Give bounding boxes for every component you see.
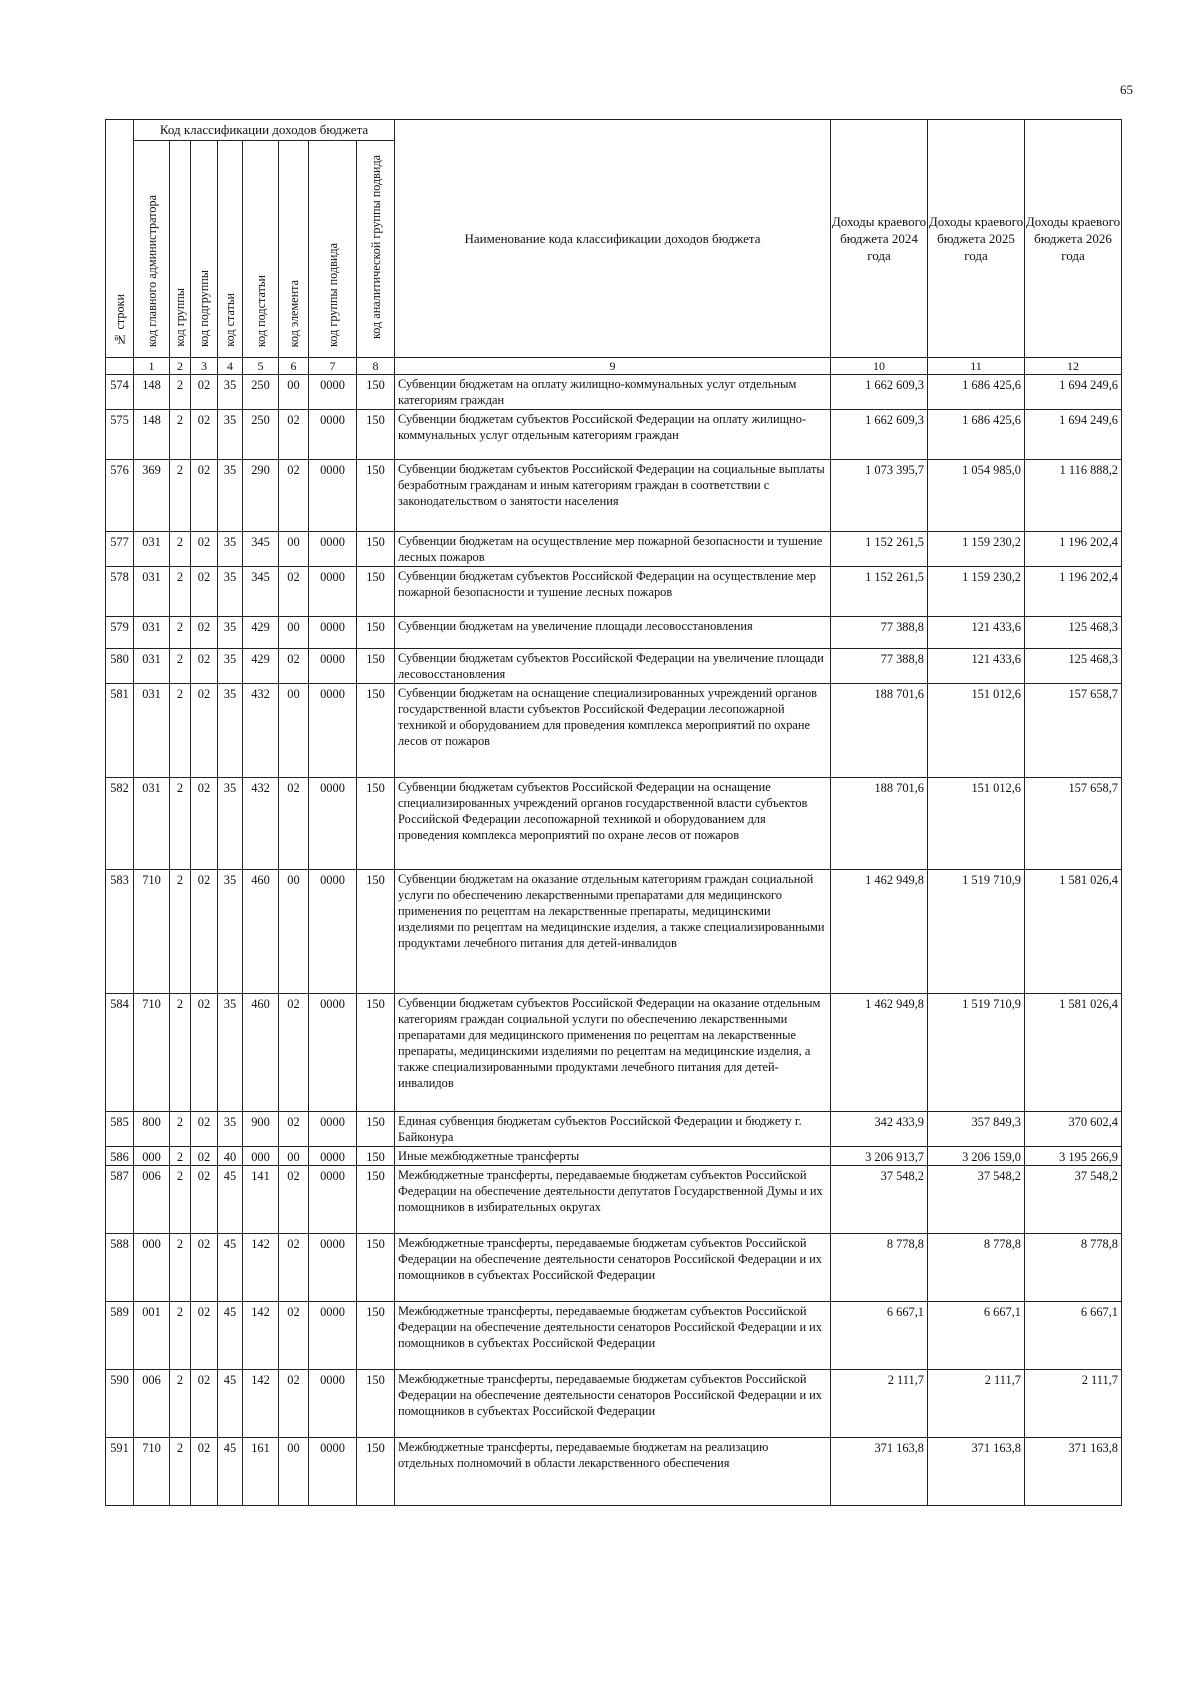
- element-code: 02: [279, 1302, 309, 1370]
- subarticle-code: 900: [243, 1112, 279, 1147]
- amount-2024: 1 152 261,5: [831, 567, 928, 617]
- subtype-code: 0000: [309, 649, 357, 684]
- analytic-code: 150: [357, 410, 395, 460]
- revenue-name: Субвенции бюджетам субъектов Российской Федерации на оснащение специализированных учреждений органов государственной власти субъектов Российской Федерации лесопожарной техникой и оборудованием для проведения комплекса мероприятий по охране лесов от пожаров: [395, 778, 831, 870]
- subgroup-code: 02: [191, 1166, 218, 1234]
- col-num: 5: [243, 358, 279, 375]
- amount-2026: 3 195 266,9: [1025, 1147, 1122, 1166]
- analytic-code: 150: [357, 567, 395, 617]
- group-code: 2: [170, 1166, 191, 1234]
- amount-2026: 1 694 249,6: [1025, 375, 1122, 410]
- revenue-name: Субвенции бюджетам субъектов Российской Федерации на оплату жилищно-коммунальных услуг отдельным категориям граждан: [395, 410, 831, 460]
- amount-2026: 8 778,8: [1025, 1234, 1122, 1302]
- revenue-name: Межбюджетные трансферты, передаваемые бюджетам субъектов Российской Федерации на обеспечение деятельности сенаторов Российской Федерации и их помощников в субъектах Российской Федерации: [395, 1370, 831, 1438]
- amount-2026: 157 658,7: [1025, 684, 1122, 778]
- analytic-code: 150: [357, 375, 395, 410]
- header-element-code: код элемента: [279, 141, 309, 358]
- subarticle-code: 142: [243, 1302, 279, 1370]
- row-number: 575: [106, 410, 134, 460]
- admin-code: 000: [134, 1147, 170, 1166]
- row-number: 574: [106, 375, 134, 410]
- subarticle-code: 290: [243, 460, 279, 532]
- subgroup-code: 02: [191, 532, 218, 567]
- analytic-code: 150: [357, 1112, 395, 1147]
- article-code: 35: [218, 684, 243, 778]
- table-row: [106, 375, 1122, 410]
- table-row: [106, 1438, 1122, 1506]
- amount-2026: 1 694 249,6: [1025, 410, 1122, 460]
- group-code: 2: [170, 460, 191, 532]
- amount-2024: 1 073 395,7: [831, 460, 928, 532]
- admin-code: 031: [134, 684, 170, 778]
- subgroup-code: 02: [191, 617, 218, 649]
- subgroup-code: 02: [191, 1147, 218, 1166]
- col-num: [106, 358, 134, 375]
- header-name: Наименование кода классификации доходов бюджета: [395, 120, 831, 358]
- column-numbers-row: [106, 358, 1122, 375]
- revenue-name: Субвенции бюджетам на оснащение специализированных учреждений органов государственной власти субъектов Российской Федерации лесопожарной техникой и оборудованием для проведения комплекса мероприятий по охране лесов от пожаров: [395, 684, 831, 778]
- admin-code: 710: [134, 870, 170, 994]
- amount-2025: 1 519 710,9: [928, 870, 1025, 994]
- header-classification-group: Код классификации доходов бюджета: [134, 120, 395, 141]
- amount-2026: 6 667,1: [1025, 1302, 1122, 1370]
- row-number: 586: [106, 1147, 134, 1166]
- element-code: 00: [279, 870, 309, 994]
- amount-2025: 121 433,6: [928, 617, 1025, 649]
- analytic-code: 150: [357, 1302, 395, 1370]
- amount-2024: 342 433,9: [831, 1112, 928, 1147]
- admin-code: 001: [134, 1302, 170, 1370]
- revenue-name: Субвенции бюджетам субъектов Российской Федерации на осуществление мер пожарной безопасности и тушение лесных пожаров: [395, 567, 831, 617]
- amount-2024: 37 548,2: [831, 1166, 928, 1234]
- group-code: 2: [170, 1234, 191, 1302]
- admin-code: 006: [134, 1166, 170, 1234]
- article-code: 35: [218, 567, 243, 617]
- element-code: 00: [279, 1147, 309, 1166]
- amount-2024: 371 163,8: [831, 1438, 928, 1506]
- col-num: 8: [357, 358, 395, 375]
- group-code: 2: [170, 532, 191, 567]
- subgroup-code: 02: [191, 994, 218, 1112]
- subarticle-code: 429: [243, 617, 279, 649]
- amount-2025: 1 159 230,2: [928, 532, 1025, 567]
- row-number: 587: [106, 1166, 134, 1234]
- amount-2025: 6 667,1: [928, 1302, 1025, 1370]
- subtype-code: 0000: [309, 410, 357, 460]
- amount-2025: 1 159 230,2: [928, 567, 1025, 617]
- table-row: [106, 532, 1122, 567]
- col-num: 6: [279, 358, 309, 375]
- article-code: 35: [218, 778, 243, 870]
- subarticle-code: 432: [243, 778, 279, 870]
- table-row: [106, 778, 1122, 870]
- amount-2026: 2 111,7: [1025, 1370, 1122, 1438]
- analytic-code: 150: [357, 994, 395, 1112]
- analytic-code: 150: [357, 1166, 395, 1234]
- amount-2026: 157 658,7: [1025, 778, 1122, 870]
- amount-2024: 77 388,8: [831, 649, 928, 684]
- admin-code: 031: [134, 649, 170, 684]
- subgroup-code: 02: [191, 567, 218, 617]
- subarticle-code: 429: [243, 649, 279, 684]
- subtype-code: 0000: [309, 617, 357, 649]
- header-2026: Доходы краевого бюджета 2026 года: [1025, 120, 1122, 358]
- row-number: 580: [106, 649, 134, 684]
- article-code: 40: [218, 1147, 243, 1166]
- amount-2024: 77 388,8: [831, 617, 928, 649]
- subtype-code: 0000: [309, 1166, 357, 1234]
- analytic-code: 150: [357, 1370, 395, 1438]
- revenue-name: Субвенции бюджетам на осуществление мер пожарной безопасности и тушение лесных пожаров: [395, 532, 831, 567]
- amount-2024: 188 701,6: [831, 684, 928, 778]
- table-row: [106, 649, 1122, 684]
- row-number: 590: [106, 1370, 134, 1438]
- amount-2026: 37 548,2: [1025, 1166, 1122, 1234]
- header-2025: Доходы краевого бюджета 2025 года: [928, 120, 1025, 358]
- article-code: 35: [218, 532, 243, 567]
- element-code: 02: [279, 1234, 309, 1302]
- subgroup-code: 02: [191, 375, 218, 410]
- row-number: 582: [106, 778, 134, 870]
- row-number: 577: [106, 532, 134, 567]
- subarticle-code: 250: [243, 375, 279, 410]
- amount-2024: 2 111,7: [831, 1370, 928, 1438]
- analytic-code: 150: [357, 1438, 395, 1506]
- element-code: 02: [279, 1166, 309, 1234]
- header-subgroup-code: код подгруппы: [191, 141, 218, 358]
- header-subtype-code: код группы подвида: [309, 141, 357, 358]
- revenue-name: Субвенции бюджетам субъектов Российской Федерации на оказание отдельным категориям граждан социальной услуги по обеспечению лекарственными препаратами для медицинского применения по рецептам на лекарственные препараты, медицинскими изделиями по рецептам на медицинские изделия, а также специализированными продуктами лечебного питания для детей-инвалидов: [395, 994, 831, 1112]
- header-row-number: № строки: [106, 120, 134, 358]
- subarticle-code: 142: [243, 1234, 279, 1302]
- analytic-code: 150: [357, 532, 395, 567]
- table-row: [106, 1302, 1122, 1370]
- element-code: 02: [279, 460, 309, 532]
- amount-2025: 1 686 425,6: [928, 375, 1025, 410]
- article-code: 35: [218, 994, 243, 1112]
- row-number: 589: [106, 1302, 134, 1370]
- subgroup-code: 02: [191, 870, 218, 994]
- amount-2025: 151 012,6: [928, 778, 1025, 870]
- amount-2024: 1 462 949,8: [831, 870, 928, 994]
- amount-2024: 3 206 913,7: [831, 1147, 928, 1166]
- budget-revenue-table: [105, 119, 1122, 1506]
- element-code: 00: [279, 375, 309, 410]
- amount-2026: 125 468,3: [1025, 649, 1122, 684]
- revenue-name: Единая субвенция бюджетам субъектов Российской Федерации и бюджету г. Байконура: [395, 1112, 831, 1147]
- row-number: 584: [106, 994, 134, 1112]
- revenue-name: Межбюджетные трансферты, передаваемые бюджетам субъектов Российской Федерации на обеспечение деятельности депутатов Государственной Думы и их помощников в избирательных округах: [395, 1166, 831, 1234]
- revenue-name: Субвенции бюджетам на оказание отдельным категориям граждан социальной услуги по обеспечению лекарственными препаратами для медицинского применения по рецептам на лекарственные препараты, медицинскими изделиями по рецептам на медицинские изделия, а также специализированными продуктами лечебного питания для детей-инвалидов: [395, 870, 831, 994]
- subtype-code: 0000: [309, 1234, 357, 1302]
- analytic-code: 150: [357, 1147, 395, 1166]
- subtype-code: 0000: [309, 1302, 357, 1370]
- subtype-code: 0000: [309, 870, 357, 994]
- revenue-name: Субвенции бюджетам субъектов Российской Федерации на увеличение площади лесовосстановления: [395, 649, 831, 684]
- amount-2024: 6 667,1: [831, 1302, 928, 1370]
- group-code: 2: [170, 1370, 191, 1438]
- element-code: 02: [279, 649, 309, 684]
- admin-code: 710: [134, 1438, 170, 1506]
- group-code: 2: [170, 617, 191, 649]
- revenue-name: Межбюджетные трансферты, передаваемые бюджетам субъектов Российской Федерации на обеспечение деятельности сенаторов Российской Федерации и их помощников в субъектах Российской Федерации: [395, 1234, 831, 1302]
- subarticle-code: 141: [243, 1166, 279, 1234]
- article-code: 35: [218, 870, 243, 994]
- element-code: 02: [279, 1370, 309, 1438]
- group-code: 2: [170, 684, 191, 778]
- group-code: 2: [170, 1302, 191, 1370]
- analytic-code: 150: [357, 460, 395, 532]
- article-code: 45: [218, 1438, 243, 1506]
- subgroup-code: 02: [191, 778, 218, 870]
- row-number: 588: [106, 1234, 134, 1302]
- subarticle-code: 000: [243, 1147, 279, 1166]
- table-row: [106, 410, 1122, 460]
- subtype-code: 0000: [309, 532, 357, 567]
- subarticle-code: 460: [243, 870, 279, 994]
- element-code: 02: [279, 778, 309, 870]
- admin-code: 031: [134, 532, 170, 567]
- element-code: 02: [279, 410, 309, 460]
- col-num: 3: [191, 358, 218, 375]
- element-code: 00: [279, 684, 309, 778]
- row-number: 585: [106, 1112, 134, 1147]
- analytic-code: 150: [357, 617, 395, 649]
- group-code: 2: [170, 410, 191, 460]
- subarticle-code: 142: [243, 1370, 279, 1438]
- col-num: 2: [170, 358, 191, 375]
- amount-2026: 371 163,8: [1025, 1438, 1122, 1506]
- analytic-code: 150: [357, 1234, 395, 1302]
- group-code: 2: [170, 1147, 191, 1166]
- subtype-code: 0000: [309, 1147, 357, 1166]
- header-2024: Доходы краевого бюджета 2024 года: [831, 120, 928, 358]
- table-row: [106, 1147, 1122, 1166]
- col-num: 10: [831, 358, 928, 375]
- table-row: [106, 684, 1122, 778]
- element-code: 02: [279, 994, 309, 1112]
- amount-2024: 1 462 949,8: [831, 994, 928, 1112]
- subtype-code: 0000: [309, 778, 357, 870]
- subgroup-code: 02: [191, 1234, 218, 1302]
- amount-2026: 1 196 202,4: [1025, 567, 1122, 617]
- subgroup-code: 02: [191, 684, 218, 778]
- subgroup-code: 02: [191, 1302, 218, 1370]
- amount-2025: 2 111,7: [928, 1370, 1025, 1438]
- article-code: 35: [218, 460, 243, 532]
- table-row: [106, 617, 1122, 649]
- amount-2025: 121 433,6: [928, 649, 1025, 684]
- table-row: [106, 1166, 1122, 1234]
- admin-code: 148: [134, 410, 170, 460]
- subgroup-code: 02: [191, 410, 218, 460]
- col-num: 11: [928, 358, 1025, 375]
- amount-2024: 1 662 609,3: [831, 375, 928, 410]
- admin-code: 369: [134, 460, 170, 532]
- article-code: 35: [218, 649, 243, 684]
- subtype-code: 0000: [309, 1112, 357, 1147]
- group-code: 2: [170, 870, 191, 994]
- table-row: [106, 870, 1122, 994]
- subtype-code: 0000: [309, 460, 357, 532]
- amount-2026: 1 581 026,4: [1025, 994, 1122, 1112]
- amount-2026: 370 602,4: [1025, 1112, 1122, 1147]
- table-row: [106, 1370, 1122, 1438]
- row-number: 583: [106, 870, 134, 994]
- amount-2025: 1 054 985,0: [928, 460, 1025, 532]
- article-code: 45: [218, 1234, 243, 1302]
- col-num: 7: [309, 358, 357, 375]
- amount-2025: 1 686 425,6: [928, 410, 1025, 460]
- amount-2026: 1 581 026,4: [1025, 870, 1122, 994]
- element-code: 00: [279, 532, 309, 567]
- amount-2024: 188 701,6: [831, 778, 928, 870]
- subtype-code: 0000: [309, 375, 357, 410]
- element-code: 00: [279, 617, 309, 649]
- subgroup-code: 02: [191, 1370, 218, 1438]
- element-code: 02: [279, 567, 309, 617]
- col-num: 1: [134, 358, 170, 375]
- revenue-name: Субвенции бюджетам субъектов Российской Федерации на социальные выплаты безработным гражданам и иным категориям граждан в соответствии с законодательством о занятости населения: [395, 460, 831, 532]
- revenue-name: Межбюджетные трансферты, передаваемые бюджетам на реализацию отдельных полномочий в области лекарственного обеспечения: [395, 1438, 831, 1506]
- header-article-code: код статьи: [218, 141, 243, 358]
- article-code: 35: [218, 1112, 243, 1147]
- admin-code: 031: [134, 778, 170, 870]
- admin-code: 710: [134, 994, 170, 1112]
- header-analytic-code: код аналитической группы подвида: [357, 141, 395, 358]
- group-code: 2: [170, 778, 191, 870]
- article-code: 45: [218, 1166, 243, 1234]
- subgroup-code: 02: [191, 649, 218, 684]
- table-row: [106, 460, 1122, 532]
- analytic-code: 150: [357, 778, 395, 870]
- revenue-name: Субвенции бюджетам на увеличение площади лесовосстановления: [395, 617, 831, 649]
- group-code: 2: [170, 375, 191, 410]
- analytic-code: 150: [357, 870, 395, 994]
- analytic-code: 150: [357, 649, 395, 684]
- subtype-code: 0000: [309, 684, 357, 778]
- subtype-code: 0000: [309, 1438, 357, 1506]
- amount-2025: 37 548,2: [928, 1166, 1025, 1234]
- header-group-code: код группы: [170, 141, 191, 358]
- page-number: 65: [1120, 82, 1133, 97]
- article-code: 35: [218, 617, 243, 649]
- amount-2026: 125 468,3: [1025, 617, 1122, 649]
- row-number: 579: [106, 617, 134, 649]
- group-code: 2: [170, 1112, 191, 1147]
- revenue-name: Межбюджетные трансферты, передаваемые бюджетам субъектов Российской Федерации на обеспечение деятельности сенаторов Российской Федерации и их помощников в субъектах Российской Федерации: [395, 1302, 831, 1370]
- subarticle-code: 161: [243, 1438, 279, 1506]
- analytic-code: 150: [357, 684, 395, 778]
- col-num: 9: [395, 358, 831, 375]
- amount-2025: 357 849,3: [928, 1112, 1025, 1147]
- amount-2025: 371 163,8: [928, 1438, 1025, 1506]
- amount-2026: 1 196 202,4: [1025, 532, 1122, 567]
- col-num: 12: [1025, 358, 1122, 375]
- amount-2025: 151 012,6: [928, 684, 1025, 778]
- table-row: [106, 1234, 1122, 1302]
- row-number: 591: [106, 1438, 134, 1506]
- article-code: 35: [218, 375, 243, 410]
- subgroup-code: 02: [191, 1112, 218, 1147]
- subarticle-code: 460: [243, 994, 279, 1112]
- subarticle-code: 250: [243, 410, 279, 460]
- amount-2026: 1 116 888,2: [1025, 460, 1122, 532]
- group-code: 2: [170, 1438, 191, 1506]
- article-code: 45: [218, 1370, 243, 1438]
- row-number: 578: [106, 567, 134, 617]
- amount-2025: 1 519 710,9: [928, 994, 1025, 1112]
- admin-code: 031: [134, 567, 170, 617]
- subgroup-code: 02: [191, 460, 218, 532]
- group-code: 2: [170, 994, 191, 1112]
- row-number: 581: [106, 684, 134, 778]
- header-admin-code: код главного администратора: [134, 141, 170, 358]
- subarticle-code: 432: [243, 684, 279, 778]
- amount-2024: 1 152 261,5: [831, 532, 928, 567]
- element-code: 00: [279, 1438, 309, 1506]
- table-row: [106, 567, 1122, 617]
- subtype-code: 0000: [309, 1370, 357, 1438]
- row-number: 576: [106, 460, 134, 532]
- subarticle-code: 345: [243, 567, 279, 617]
- admin-code: 031: [134, 617, 170, 649]
- table-row: [106, 994, 1122, 1112]
- amount-2024: 1 662 609,3: [831, 410, 928, 460]
- revenue-name: Субвенции бюджетам на оплату жилищно-коммунальных услуг отдельным категориям граждан: [395, 375, 831, 410]
- revenue-name: Иные межбюджетные трансферты: [395, 1147, 831, 1166]
- article-code: 45: [218, 1302, 243, 1370]
- group-code: 2: [170, 649, 191, 684]
- admin-code: 800: [134, 1112, 170, 1147]
- subgroup-code: 02: [191, 1438, 218, 1506]
- col-num: 4: [218, 358, 243, 375]
- admin-code: 006: [134, 1370, 170, 1438]
- subtype-code: 0000: [309, 994, 357, 1112]
- table-row: [106, 1112, 1122, 1147]
- admin-code: 148: [134, 375, 170, 410]
- amount-2024: 8 778,8: [831, 1234, 928, 1302]
- amount-2025: 3 206 159,0: [928, 1147, 1025, 1166]
- element-code: 02: [279, 1112, 309, 1147]
- subtype-code: 0000: [309, 567, 357, 617]
- header-subarticle-code: код подстатьи: [243, 141, 279, 358]
- article-code: 35: [218, 410, 243, 460]
- admin-code: 000: [134, 1234, 170, 1302]
- group-code: 2: [170, 567, 191, 617]
- amount-2025: 8 778,8: [928, 1234, 1025, 1302]
- subarticle-code: 345: [243, 532, 279, 567]
